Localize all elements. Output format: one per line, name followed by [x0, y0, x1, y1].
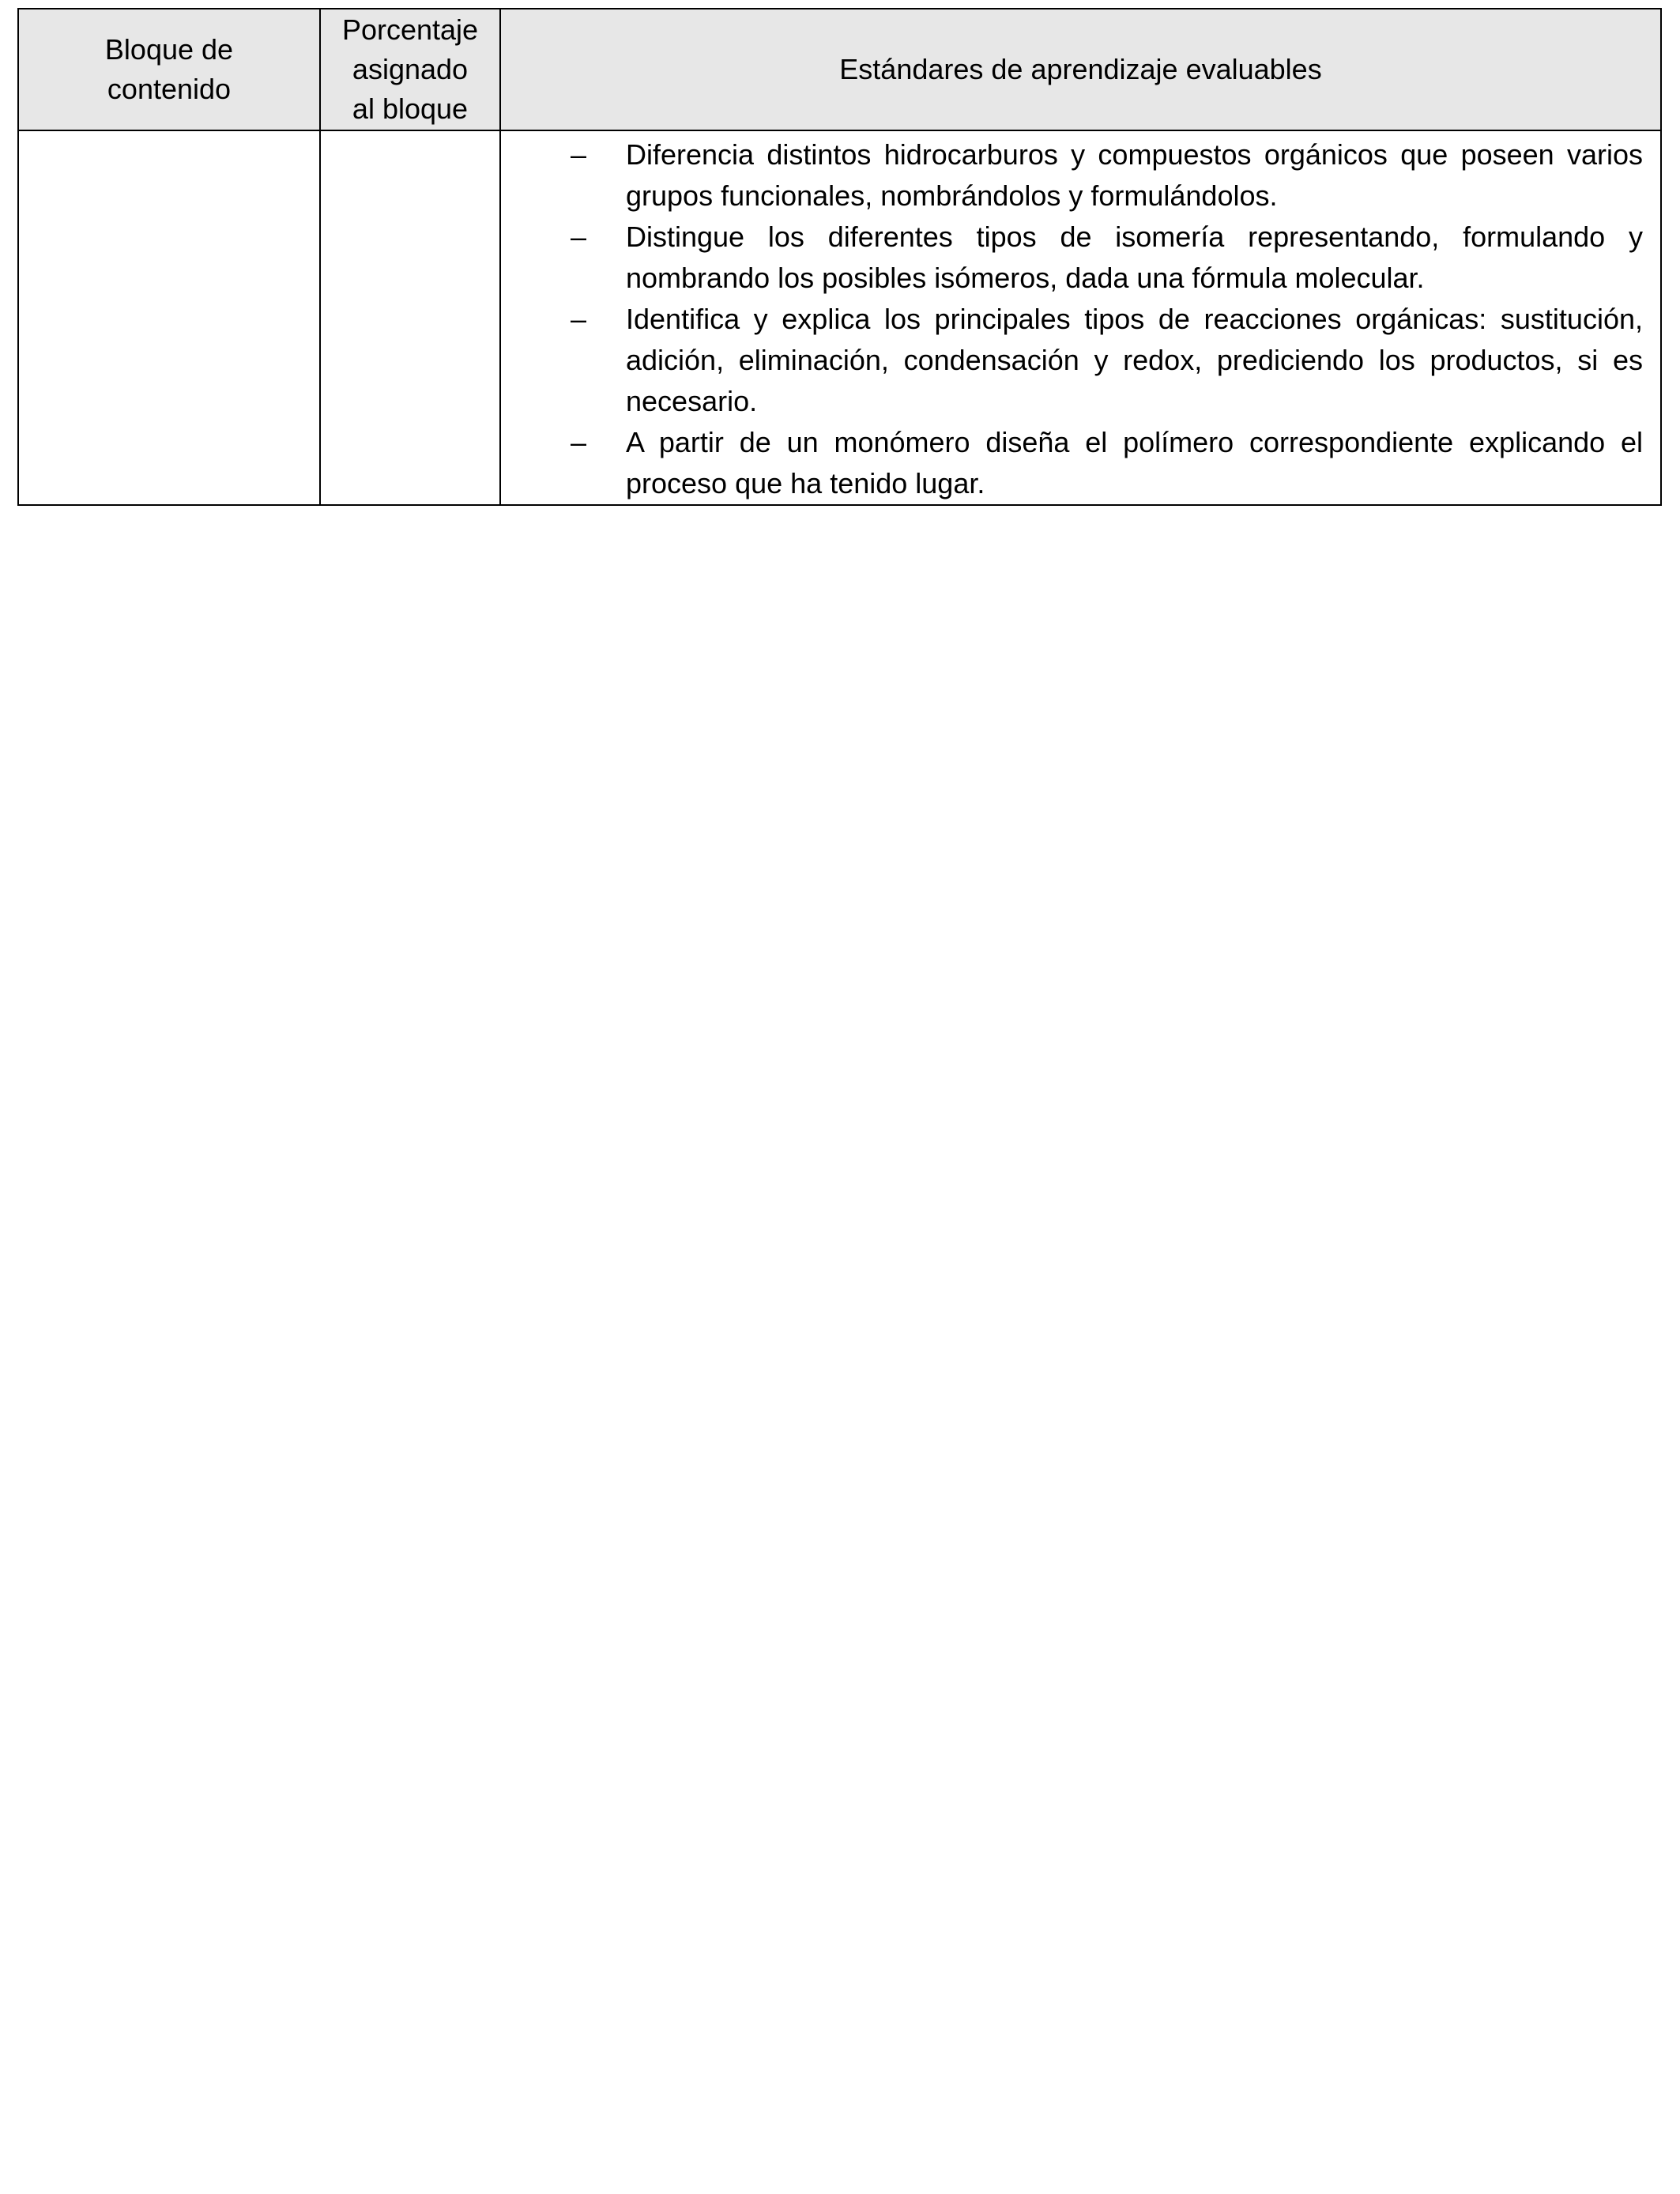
standards-list	[501, 131, 1660, 504]
header-bloque-line-1: Bloque de	[104, 33, 234, 66]
header-bloque-de-contenido	[18, 9, 320, 130]
list-item	[501, 217, 1643, 299]
header-estandares: Estándares de aprendizaje evaluables	[500, 9, 1661, 130]
cell-bloque	[18, 130, 320, 505]
header-porcentaje-line-3: al bloque	[352, 92, 469, 125]
cell-porcentaje	[320, 130, 500, 505]
list-item	[501, 134, 1643, 217]
standard-text: Identifica y explica los principales tipos de reacciones orgánicas: sustitución, adición, eliminación, condensación y redox, prediciendo los productos, si es necesario.	[626, 303, 1643, 417]
standard-text: A partir de un monómero diseña el polímero correspondiente explicando el proceso que ha tenido lugar.	[626, 426, 1643, 499]
standard-text: Diferencia distintos hidrocarburos y compuestos orgánicos que poseen varios grupos funcionales, nombrándolos y formulándolos.	[626, 138, 1643, 212]
standards-table	[17, 8, 1662, 506]
table-header-row	[18, 9, 1661, 130]
header-porcentaje-asignado	[320, 9, 500, 130]
list-item	[501, 422, 1643, 504]
dash-bullet: –	[571, 221, 587, 253]
dash-bullet: –	[571, 303, 587, 335]
cell-estandares	[500, 130, 1661, 505]
header-bloque-line-2: contenido	[107, 73, 232, 105]
header-porcentaje-line-2: asignado	[352, 53, 469, 85]
table-row	[18, 130, 1661, 505]
header-porcentaje-line-1: Porcentaje	[341, 13, 479, 46]
dash-bullet: –	[571, 138, 587, 171]
standard-text: Distingue los diferentes tipos de isomería representando, formulando y nombrando los posibles isómeros, dada una fórmula molecular.	[626, 221, 1643, 294]
dash-bullet: –	[571, 426, 587, 458]
list-item	[501, 299, 1643, 422]
